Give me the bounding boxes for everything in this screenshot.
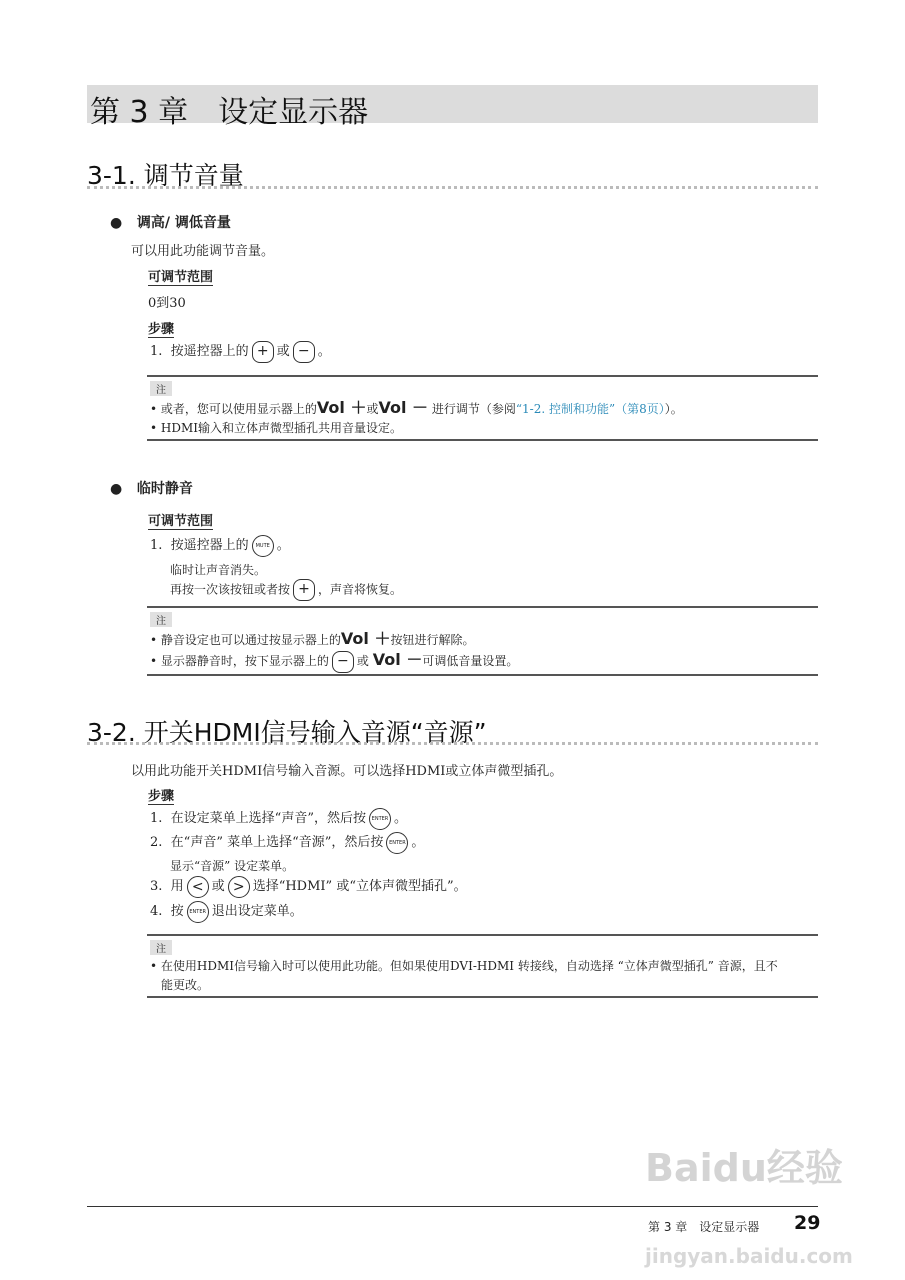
- enter-key-icon: ENTER: [386, 832, 408, 854]
- heading-text: 调高/ 调低音量: [136, 215, 231, 231]
- step-detail: 再按一次该按钮或者按 + ，声音将恢复。: [170, 579, 402, 601]
- note-line: • 或者，您可以使用显示器上的Vol ＋或Vol － 进行调节（参阅“1-2. 控制和功能”（第8页））。: [150, 398, 683, 417]
- minus-key-icon: −: [293, 341, 315, 363]
- chapter-title-band: [87, 85, 818, 130]
- step-1: 1. 按遥控器上的 MUTE 。: [150, 534, 290, 557]
- plus-key-icon: +: [293, 579, 315, 601]
- note-line: • 显示器静音时，按下显示器上的 − 或 Vol －可调低音量设置。: [150, 650, 818, 673]
- section-divider: [87, 186, 818, 189]
- paragraph: 可以用此功能调节音量。: [131, 244, 275, 259]
- chapter-title: 第 3 章 设定显示器: [90, 95, 369, 130]
- step-detail: 临时让声音消失。: [170, 563, 267, 577]
- subheading-steps: 步骤: [148, 785, 174, 805]
- section-divider: [87, 742, 818, 745]
- step-3: 3. 用 < 或 > 选择“HDMI” 或“立体声微型插孔”。: [150, 875, 467, 898]
- minus-key-icon: −: [332, 651, 354, 673]
- step-4: 4. 按 ENTER 退出设定菜单。: [150, 900, 303, 923]
- plus-key-icon: +: [252, 341, 274, 363]
- subheading-range: 可调节范围: [148, 510, 213, 530]
- note-label: 注: [150, 381, 172, 396]
- step-detail: 显示“音源” 设定菜单。: [170, 859, 295, 873]
- note-line: 能更改。: [161, 978, 210, 992]
- watermark-logo: Baidu经验: [645, 1146, 843, 1190]
- page-number: 29: [794, 1212, 821, 1234]
- bullet-heading-mute: ● 临时静音: [110, 481, 193, 497]
- note-box: [147, 606, 818, 676]
- left-key-icon: <: [187, 876, 209, 898]
- note-box: [147, 934, 818, 998]
- cross-reference-link[interactable]: “1-2. 控制和功能”（第8页）: [515, 402, 665, 416]
- note-line: • 静音设定也可以通过按显示器上的Vol ＋按钮进行解除。: [150, 629, 475, 648]
- subheading-steps: 步骤: [148, 318, 174, 338]
- note-label: 注: [150, 612, 172, 627]
- note-line: • HDMI输入和立体声微型插孔共用音量设定。: [150, 421, 403, 435]
- note-label: 注: [150, 940, 172, 955]
- bullet-heading-volume: ● 调高/ 调低音量: [110, 215, 231, 231]
- section-3-2-title: 3-2. 开关HDMI信号输入音源“音源”: [87, 718, 487, 747]
- right-key-icon: >: [228, 876, 250, 898]
- note-box: [147, 375, 818, 441]
- note-line: • 在使用HDMI信号输入时可以使用此功能。但如果使用DVI-HDMI 转接线，自动选择 “立体声微型插孔” 音源，且不: [150, 959, 778, 973]
- enter-key-icon: ENTER: [187, 901, 209, 923]
- paragraph: 以用此功能开关HDMI信号输入音源。可以选择HDMI或立体声微型插孔。: [131, 764, 563, 779]
- mute-key-icon: MUTE: [252, 535, 274, 557]
- step-1: 1. 按遥控器上的 + 或 − 。: [150, 340, 331, 363]
- range-value: 0到30: [148, 296, 186, 311]
- subheading-range: 可调节范围: [148, 266, 213, 286]
- step-2: 2. 在“声音” 菜单上选择“音源”，然后按 ENTER 。: [150, 831, 424, 854]
- step-1: 1. 在设定菜单上选择“声音”，然后按 ENTER 。: [150, 807, 407, 830]
- enter-key-icon: ENTER: [369, 808, 391, 830]
- footer-rule: [87, 1206, 818, 1207]
- footer-chapter: 第 3 章 设定显示器: [648, 1220, 760, 1234]
- watermark-url: jingyan.baidu.com: [645, 1244, 853, 1268]
- section-3-1-title: 3-1. 调节音量: [87, 161, 244, 190]
